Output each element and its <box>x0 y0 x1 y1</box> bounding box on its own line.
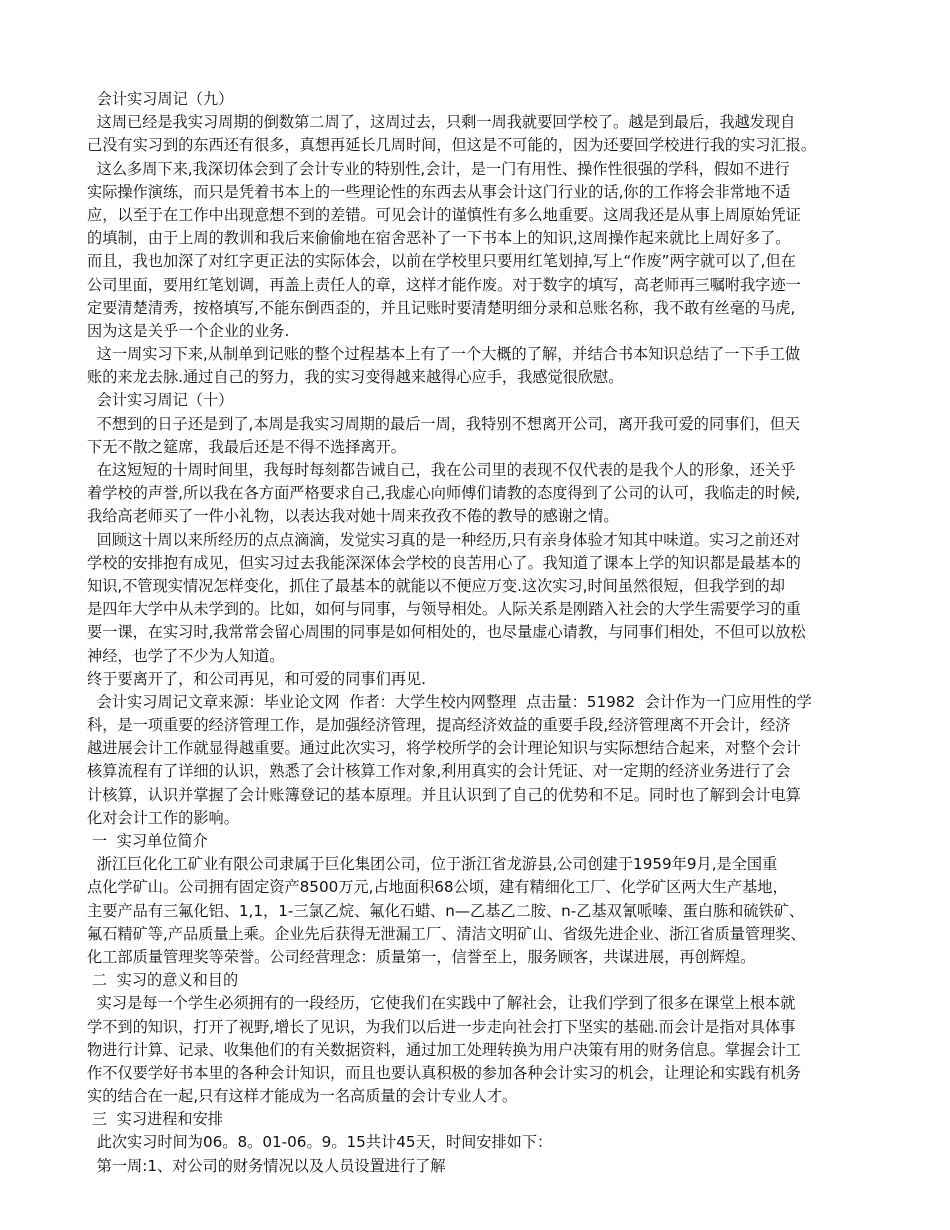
document-line: 这周已经是我实习周期的倒数第二周了，这周过去，只剩一周我就要回学校了。越是到最后，我越发现自 <box>87 113 796 132</box>
document-line: 学校的安排抱有成见，但实习过去我能深深体会学校的良苦用心了。我知道了课本上学的知识都是最基本的 <box>87 553 801 572</box>
document-line: 会计实习周记（十） <box>87 391 234 410</box>
document-line: 实际操作演练，而只是凭着书本上的一些理论性的东西去从事会计这门行业的话,你的工作将会非常地不适 <box>87 182 791 201</box>
document-line: 物进行计算、记录、收集他们的有关数据资料，通过加工处理转换为用户决策有用的财务信息。掌握会计工 <box>87 1040 801 1059</box>
document-line: 此次实习时间为06。8。01-06。9。15共计45天，时间安排如下： <box>87 1133 553 1152</box>
document-line: 浙江巨化化工矿业有限公司隶属于巨化集团公司，位于浙江省龙游县,公司创建于1959年9月,是全国重 <box>87 855 778 874</box>
document-line: 账的来龙去脉.通过自己的努力，我的实习变得越来越得心应手，我感觉很欣慰。 <box>87 368 624 387</box>
document-line: 学不到的知识，打开了视野,增长了见识，为我们以后进一步走向社会打下坚实的基础.而会计是指对具体事 <box>87 1017 796 1036</box>
document-line: 氟石精矿等,产品质量上乘。企业先后获得无泄漏工厂、清洁文明矿山、省级先进企业、浙江省质量管理奖、 <box>87 924 806 943</box>
document-line: 己没有实习到的东西还有很多，真想再延长几周时间，但这是不可能的，因为还要回学校进行我的实习汇报。 <box>87 136 816 155</box>
document-line: 计核算，认识并掌握了会计账簿登记的基本原理。并且认识到了自己的优势和不足。同时也了解到会计电算 <box>87 785 801 804</box>
document-line: 回顾这十周以来所经历的点点滴滴，发觉实习真的是一种经历,只有亲身体验才知其中味道。实习之前还对 <box>87 530 801 549</box>
document-line: 着学校的声誉,所以我在各方面严格要求自己,我虚心向师傅们请教的态度得到了公司的认可，我临走的时候, <box>87 484 801 503</box>
document-line: 会计实习周记（九） <box>87 90 234 108</box>
document-line: 点化学矿山。公司拥有固定资产8500万元,占地面积68公顷，建有精细化工厂、化学矿区两大生产基地， <box>87 878 788 897</box>
document-line: 的填制，由于上周的教训和我后来偷偷地在宿舍恶补了一下书本上的知识,这周操作起来就比上周好多了。 <box>87 229 791 248</box>
document-line: 在这短短的十周时间里，我每时每刻都告诫自己，我在公司里的表现不仅代表的是我个人的形象，还关乎 <box>87 461 796 479</box>
document-line: 第一周:1、对公司的财务情况以及人员设置进行了解 <box>87 1156 446 1175</box>
document-line: 作不仅要学好书本里的各种会计知识，而且也要认真积极的参加各种会计实习的机会，让理论和实践有机务 <box>87 1063 801 1082</box>
document-line: 越进展会计工作就显得越重要。通过此次实习，将学校所学的会计理论知识与实际想结合起来，对整个会计 <box>87 739 801 758</box>
document-line: 科，是一项重要的经济管理工作，是加强经济管理，提高经济效益的重要手段,经济管理离不开会计，经济 <box>87 716 791 735</box>
document-line: 因为这是关乎一个企业的业务. <box>87 321 290 340</box>
document-line: 主要产品有三氟化铝、1,1，1-三氯乙烷、氟化石蜡、n—乙基乙二胺、n-乙基双氰哌嗪、蛋白胨和硫铁矿、 <box>87 901 805 920</box>
document-line: 而且，我也加深了对红字更正法的实际体会，以前在学校里只要用红笔划掉,写上“作废”两字就可以了,但在 <box>87 252 796 271</box>
document-line: 终于要离开了，和公司再见，和可爱的同事们再见. <box>87 669 426 688</box>
document-line: 核算流程有了详细的认识，熟悉了会计核算工作对象,利用真实的会计凭证、对一定期的经济业务进行了会 <box>87 762 791 781</box>
document-line: 二 实习的意义和目的 <box>87 971 239 990</box>
document-line: 公司里面，要用红笔划调，再盖上责任人的章，这样才能作废。对于数字的填写，高老师再三嘱咐我字迹一 <box>87 275 801 294</box>
document-line: 实的结合在一起,只有这样才能成为一名高质量的会计专业人才。 <box>87 1087 518 1106</box>
document-line: 是四年大学中从未学到的。比如，如何与同事，与领导相处。人际关系是刚踏入社会的大学生需要学习的重 <box>87 600 801 619</box>
document-page <box>87 88 867 1178</box>
document-line: 应，以至于在工作中出现意想不到的差错。可见会计的谨慎性有多么地重要。这周我还是从事上周原始凭证 <box>87 205 801 224</box>
document-line: 定要清楚清秀，按格填写,不能东倒西歪的，并且记账时要清楚明细分录和总账名称，我不敢有丝毫的马虎, <box>87 298 796 317</box>
document-line: 不想到的日子还是到了,本周是我实习周期的最后一周，我特别不想离开公司，离开我可爱的同事们，但天 <box>87 414 801 433</box>
document-line: 化工部质量管理奖等荣誉。公司经营理念：质量第一，信誉至上，服务顾客，共谋进展，再创辉煌。 <box>87 947 756 966</box>
document-line: 我给高老师买了一件小礼物，以表达我对她十周来孜孜不倦的教导的感谢之情。 <box>87 507 619 526</box>
document-line: 知识,不管现实情况怎样变化，抓住了最基本的就能以不便应万变.这次实习,时间虽然很短，但我学到的却 <box>87 576 785 595</box>
document-line: 要一课，在实习时,我常常会留心周围的同事是如何相处的，也尽量虚心请教，与同事们相处，不但可以放松 <box>87 623 806 642</box>
document-line: 化对会计工作的影响。 <box>87 808 239 827</box>
document-line: 神经，也学了不少为人知道。 <box>87 646 285 665</box>
document-line: 三 实习进程和安排 <box>87 1110 223 1129</box>
document-line: 这一周实习下来,从制单到记账的整个过程基本上有了一个大概的了解，并结合书本知识总结了一下手工做 <box>87 345 801 364</box>
document-line: 这么多周下来,我深切体会到了会计专业的特别性,会计，是一门有用性、操作性很强的学科，假如不进行 <box>87 159 790 178</box>
document-line: 会计实习周记文章来源：毕业论文网 作者：大学生校内网整理 点击量：51982 会计作为一门应用性的学 <box>87 692 812 711</box>
document-line: 下无不散之筵席，我最后还是不得不选择离开。 <box>87 437 406 456</box>
document-line: 实习是每一个学生必须拥有的一段经历，它使我们在实践中了解社会，让我们学到了很多在课堂上根本就 <box>87 994 796 1013</box>
document-line: 一 实习单位简介 <box>87 832 208 850</box>
